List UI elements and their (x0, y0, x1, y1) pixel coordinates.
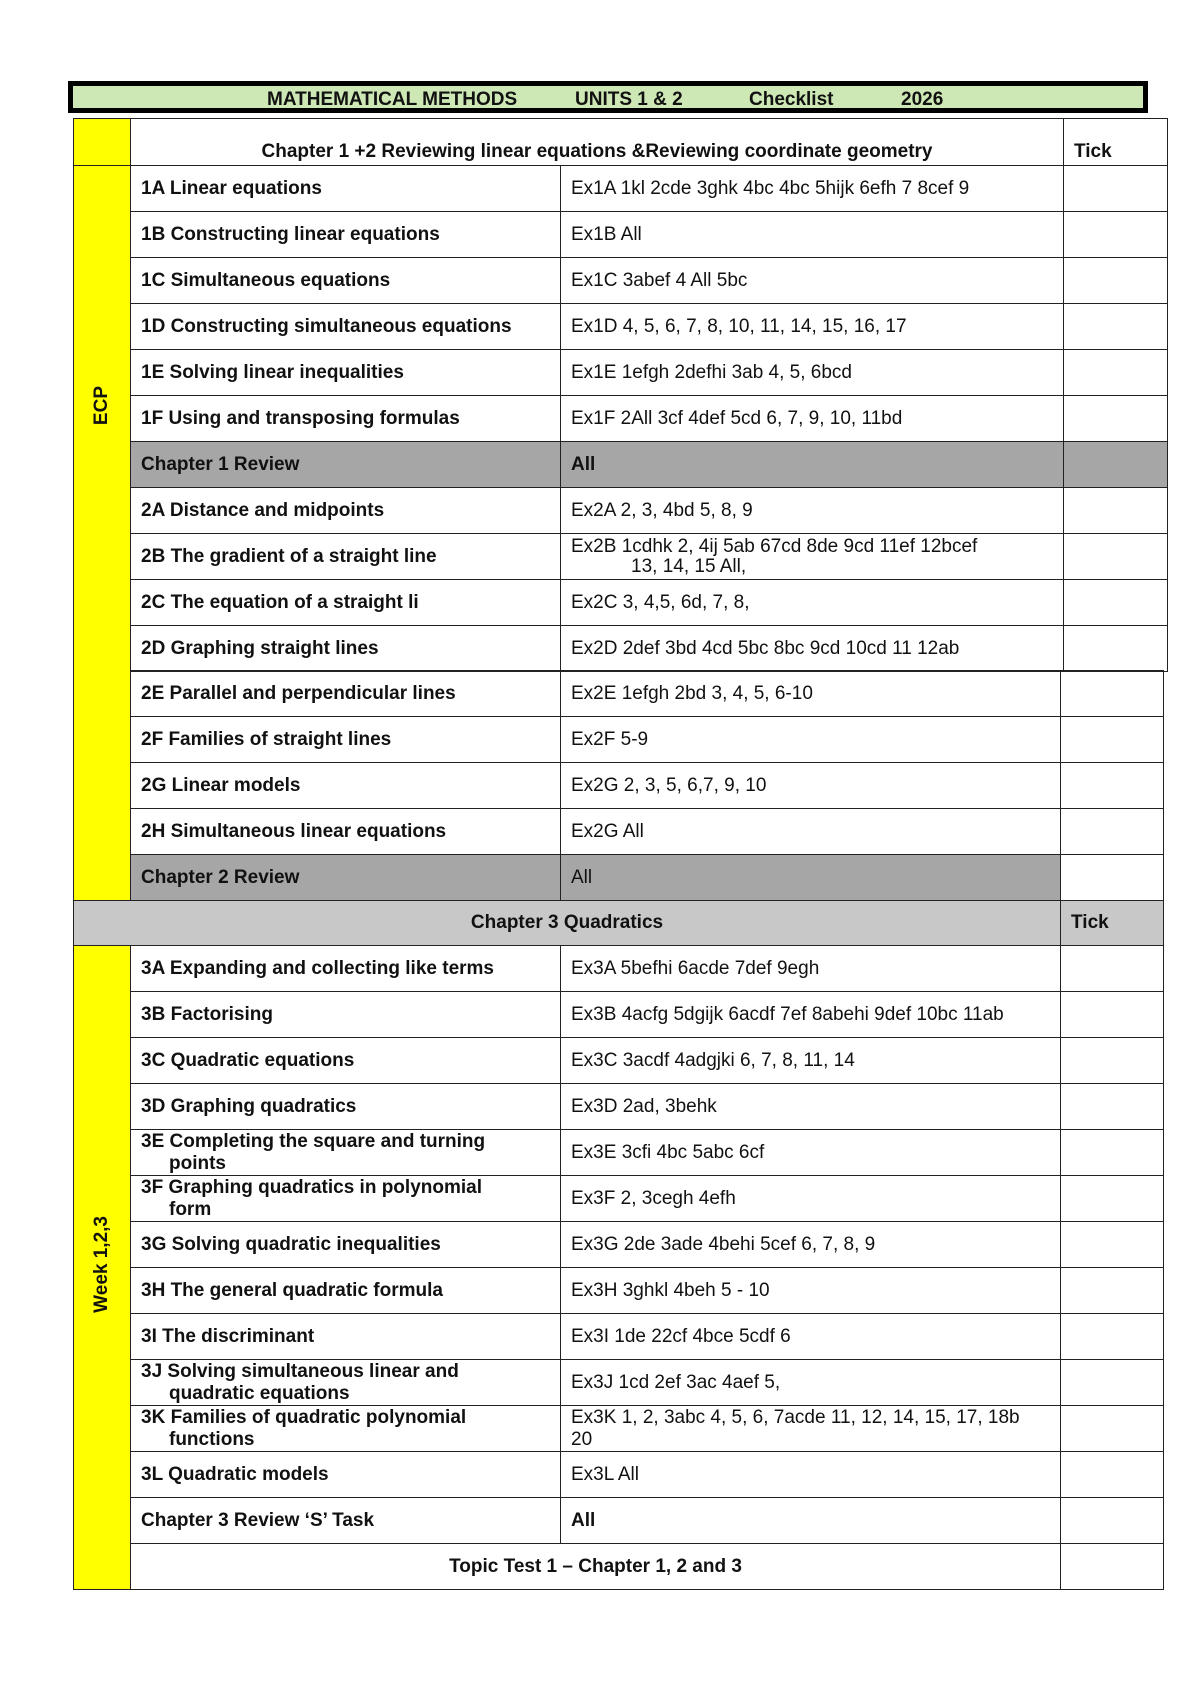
section-name: 3L Quadratic models (131, 1452, 561, 1498)
table-row (74, 1452, 1164, 1498)
chapter-3-table (73, 900, 1164, 1590)
tick-box[interactable] (1061, 717, 1164, 763)
table-row (74, 396, 1168, 442)
section-name: Chapter 2 Review (131, 855, 561, 901)
table-row (74, 1498, 1164, 1544)
section-name: 2D Graphing straight lines (131, 626, 561, 672)
side-cell (74, 119, 131, 166)
exercise-list: Ex3B 4acfg 5dgijk 6acdf 7ef 8abehi 9def 10bc 11ab (561, 992, 1061, 1038)
chapter-1-2-heading: Chapter 1 +2 Reviewing linear equations &Reviewing coordinate geometry (131, 119, 1064, 166)
table-row (74, 717, 1164, 763)
review-row (74, 442, 1168, 488)
checklist-header (68, 81, 1148, 113)
tick-box[interactable] (1061, 1452, 1164, 1498)
section-line: 3K Families of quadratic polynomial (141, 1406, 467, 1428)
table-row (74, 1084, 1164, 1130)
tick-box[interactable] (1061, 1360, 1164, 1406)
ecp-side-label (74, 166, 131, 672)
tick-box[interactable] (1064, 534, 1168, 580)
review-row (74, 855, 1164, 901)
exercise-list (561, 534, 1064, 580)
section-name: 3A Expanding and collecting like terms (131, 946, 561, 992)
tick-box[interactable] (1061, 1406, 1164, 1452)
section-name: 3H The general quadratic formula (131, 1268, 561, 1314)
table-row (74, 488, 1168, 534)
chapter-heading-row (74, 119, 1168, 166)
table-row (74, 1314, 1164, 1360)
section-name: 2H Simultaneous linear equations (131, 809, 561, 855)
topic-test-row (74, 1544, 1164, 1590)
section-line-2: points (169, 1152, 226, 1174)
table-row (74, 1130, 1164, 1176)
table-row (74, 304, 1168, 350)
table-row (74, 1176, 1164, 1222)
topic-test-label: Topic Test 1 – Chapter 1, 2 and 3 (131, 1544, 1061, 1590)
tick-box[interactable] (1061, 763, 1164, 809)
section-name (131, 1406, 561, 1452)
tick-box[interactable] (1061, 1544, 1164, 1590)
chapter-2-table (73, 670, 1164, 901)
chapter-heading-row (74, 901, 1164, 946)
section-line: 3F Graphing quadratics in polynomial (141, 1176, 482, 1198)
section-name: Chapter 3 Review ‘S’ Task (131, 1498, 561, 1544)
tick-box[interactable] (1064, 212, 1168, 258)
table-row (74, 212, 1168, 258)
tick-box[interactable] (1061, 671, 1164, 717)
table-row (74, 1360, 1164, 1406)
tick-box[interactable] (1064, 626, 1168, 672)
exercise-list: Ex3G 2de 3ade 4behi 5cef 6, 7, 8, 9 (561, 1222, 1061, 1268)
exercise-list: Ex3E 3cfi 4bc 5abc 6cf (561, 1130, 1061, 1176)
section-name: 3D Graphing quadratics (131, 1084, 561, 1130)
exercise-list: Ex2D 2def 3bd 4cd 5bc 8bc 9cd 10cd 11 12ab (561, 626, 1064, 672)
tick-box[interactable] (1061, 855, 1164, 901)
exercise-list: All (561, 855, 1061, 901)
section-name: 1F Using and transposing formulas (131, 396, 561, 442)
section-name: 3B Factorising (131, 992, 561, 1038)
side-cell (74, 671, 131, 901)
table-row (74, 946, 1164, 992)
exercise-list: Ex1D 4, 5, 6, 7, 8, 10, 11, 14, 15, 16, 17 (561, 304, 1064, 350)
tick-box[interactable] (1061, 1176, 1164, 1222)
section-name: 2A Distance and midpoints (131, 488, 561, 534)
section-line: 3J Solving simultaneous linear and (141, 1360, 459, 1382)
year-label: 2026 (901, 89, 944, 110)
section-line: 3E Completing the square and turning (141, 1130, 486, 1152)
exercise-list: Ex1C 3abef 4 All 5bc (561, 258, 1064, 304)
exercise-list: Ex2E 1efgh 2bd 3, 4, 5, 6-10 (561, 671, 1061, 717)
exercise-list: Ex3A 5befhi 6acde 7def 9egh (561, 946, 1061, 992)
section-name: 3C Quadratic equations (131, 1038, 561, 1084)
tick-heading: Tick (1064, 119, 1168, 166)
course-title: MATHEMATICAL METHODS (267, 89, 518, 110)
table-row (74, 809, 1164, 855)
section-line-2: functions (169, 1428, 255, 1450)
table-row (74, 626, 1168, 672)
week-label: Week 1,2,3 (91, 1216, 112, 1313)
tick-box[interactable] (1064, 166, 1168, 212)
exercise-list: Ex2G All (561, 809, 1061, 855)
tick-box[interactable] (1061, 1038, 1164, 1084)
section-name: 3I The discriminant (131, 1314, 561, 1360)
exercise-list (561, 1406, 1061, 1452)
exercise-list: Ex3L All (561, 1452, 1061, 1498)
table-row (74, 1406, 1164, 1452)
exercise-list: Ex1F 2All 3cf 4def 5cd 6, 7, 9, 10, 11bd (561, 396, 1064, 442)
section-name: 3G Solving quadratic inequalities (131, 1222, 561, 1268)
exercise-list: All (561, 1498, 1061, 1544)
table-row (74, 763, 1164, 809)
table-row (74, 992, 1164, 1038)
section-name (131, 1360, 561, 1406)
exercise-line: Ex2B 1cdhk 2, 4ij 5ab 67cd 8de 9cd 11ef 12bcef (571, 535, 978, 557)
section-name: 1A Linear equations (131, 166, 561, 212)
tick-box[interactable] (1064, 396, 1168, 442)
tick-box[interactable] (1061, 946, 1164, 992)
exercise-list: Ex1B All (561, 212, 1064, 258)
tick-heading: Tick (1061, 901, 1164, 946)
exercise-list: Ex2G 2, 3, 5, 6,7, 9, 10 (561, 763, 1061, 809)
section-name (131, 1130, 561, 1176)
table-row (74, 1038, 1164, 1084)
exercise-line-2: 20 (571, 1428, 593, 1450)
table-row (74, 580, 1168, 626)
section-name: 1E Solving linear inequalities (131, 350, 561, 396)
tick-box[interactable] (1061, 1222, 1164, 1268)
section-name: 2F Families of straight lines (131, 717, 561, 763)
checklist-label: Checklist (749, 89, 834, 110)
section-name: 2G Linear models (131, 763, 561, 809)
section-name: 2C The equation of a straight li (131, 580, 561, 626)
table-row (74, 258, 1168, 304)
section-name: Chapter 1 Review (131, 442, 561, 488)
section-name: 2E Parallel and perpendicular lines (131, 671, 561, 717)
tick-box[interactable] (1064, 442, 1168, 488)
exercise-list: Ex3F 2, 3cegh 4efh (561, 1176, 1061, 1222)
section-name: 1C Simultaneous equations (131, 258, 561, 304)
table-row (74, 671, 1164, 717)
tick-box[interactable] (1061, 1084, 1164, 1130)
exercise-list: Ex1E 1efgh 2defhi 3ab 4, 5, 6bcd (561, 350, 1064, 396)
table-row (74, 534, 1168, 580)
section-name: 1D Constructing simultaneous equations (131, 304, 561, 350)
exercise-line-2: 13, 14, 15 All, (631, 555, 747, 577)
exercise-list: Ex3I 1de 22cf 4bce 5cdf 6 (561, 1314, 1061, 1360)
tick-box[interactable] (1064, 304, 1168, 350)
tick-box[interactable] (1064, 350, 1168, 396)
section-name: 2B The gradient of a straight line (131, 534, 561, 580)
week-side-label (74, 946, 131, 1590)
section-name: 1B Constructing linear equations (131, 212, 561, 258)
tick-box[interactable] (1061, 809, 1164, 855)
ecp-label: ECP (91, 385, 112, 426)
exercise-list: Ex3J 1cd 2ef 3ac 4aef 5, (561, 1360, 1061, 1406)
exercise-line: Ex3K 1, 2, 3abc 4, 5, 6, 7acde 11, 12, 14, 15, 17, 18b (571, 1406, 1020, 1428)
table-row (74, 350, 1168, 396)
table-row (74, 166, 1168, 212)
section-line-2: quadratic equations (169, 1382, 350, 1404)
exercise-list: Ex1A 1kl 2cde 3ghk 4bc 4bc 5hijk 6efh 7 8cef 9 (561, 166, 1064, 212)
tick-box[interactable] (1061, 1498, 1164, 1544)
tick-box[interactable] (1061, 1130, 1164, 1176)
table-row (74, 1222, 1164, 1268)
section-name (131, 1176, 561, 1222)
exercise-list: All (561, 442, 1064, 488)
tick-box[interactable] (1061, 992, 1164, 1038)
tick-box[interactable] (1061, 1314, 1164, 1360)
exercise-list: Ex2C 3, 4,5, 6d, 7, 8, (561, 580, 1064, 626)
exercise-list: Ex3C 3acdf 4adgjki 6, 7, 8, 11, 14 (561, 1038, 1061, 1084)
tick-box[interactable] (1064, 580, 1168, 626)
exercise-list: Ex2A 2, 3, 4bd 5, 8, 9 (561, 488, 1064, 534)
chapter-3-heading: Chapter 3 Quadratics (74, 901, 1061, 946)
exercise-list: Ex3D 2ad, 3behk (561, 1084, 1061, 1130)
exercise-list: Ex3H 3ghkl 4beh 5 - 10 (561, 1268, 1061, 1314)
exercise-list: Ex2F 5-9 (561, 717, 1061, 763)
table-row (74, 1268, 1164, 1314)
chapter-1-2-table (73, 118, 1168, 672)
units-label: UNITS 1 & 2 (575, 89, 683, 110)
tick-box[interactable] (1064, 258, 1168, 304)
tick-box[interactable] (1061, 1268, 1164, 1314)
section-line-2: form (169, 1198, 212, 1220)
tick-box[interactable] (1064, 488, 1168, 534)
